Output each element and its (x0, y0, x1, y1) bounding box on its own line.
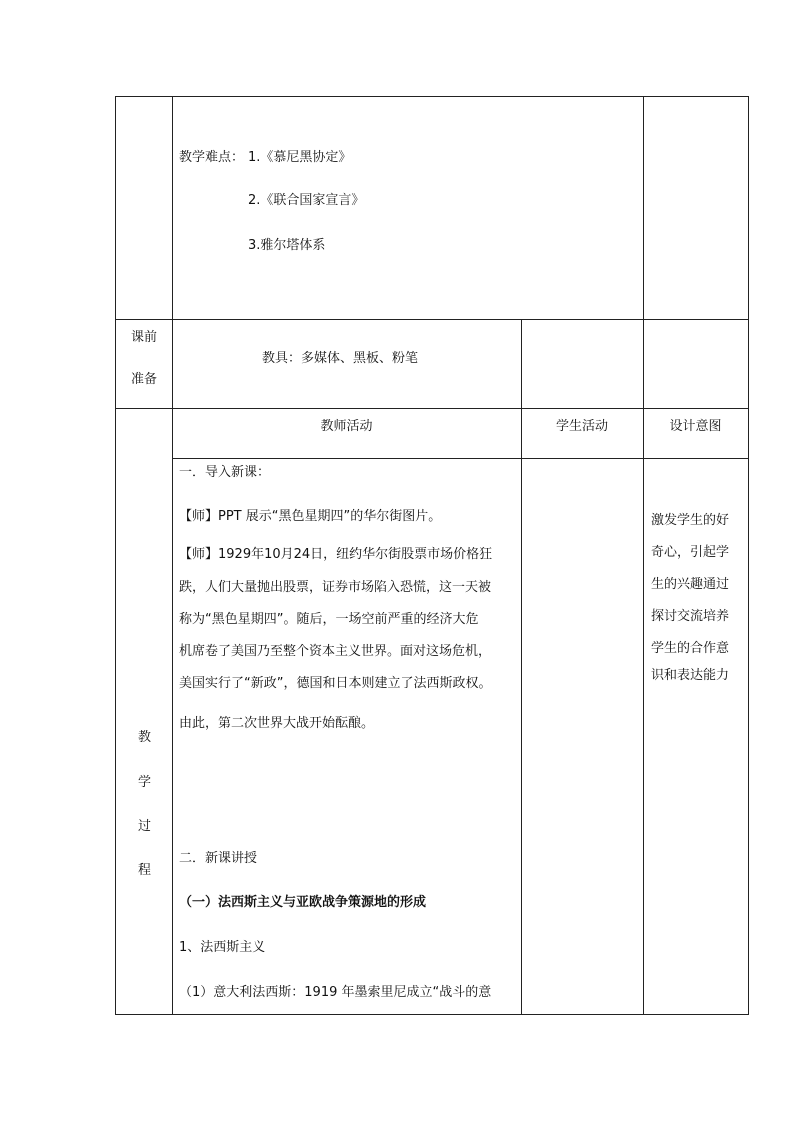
design-intent-line-3: 生的兴趣通过 (651, 577, 730, 592)
difficulty-label: 教学难点： (179, 150, 245, 165)
item-1-1: （1）意大利法西斯：1919 年墨索里尼成立“战斗的意 (179, 985, 492, 1000)
prep-label-line2: 准备 (131, 372, 158, 387)
subsection-1-heading: （一）法西斯主义与亚欧战争策源地的形成 (179, 895, 427, 910)
design-intent-line-2: 奇心，引起学 (651, 545, 730, 560)
prep-tools: 教具：多媒体、黑板、粉笔 (262, 351, 419, 366)
teacher-para-1: 【师】PPT 展示“黑色星期四”的华尔街图片。 (179, 509, 442, 524)
table-border-left (115, 96, 116, 1015)
process-label-char-1: 教 (138, 730, 152, 745)
difficulty-item-1: 1.《慕尼黑协定》 (248, 150, 352, 165)
prep-label-line1: 课前 (131, 330, 158, 345)
teacher-para-2-line-5: 美国实行了“新政”，德国和日本则建立了法西斯政权。 (179, 676, 492, 691)
process-label-char-2: 学 (138, 775, 152, 790)
table-border-bottom (115, 1014, 749, 1015)
table-divider-header-bottom (172, 458, 749, 459)
header-teacher-activity: 教师活动 (320, 419, 373, 434)
table-divider-student-col (643, 96, 644, 1015)
design-intent-line-6: 识和表达能力 (651, 668, 730, 683)
teacher-para-2-line-3: 称为“黑色星期四”。随后，一场空前严重的经济大危 (179, 612, 479, 627)
table-divider-prep-top (115, 319, 749, 320)
process-label-char-3: 过 (138, 819, 152, 834)
header-student-activity: 学生活动 (555, 419, 608, 434)
teacher-para-2-line-4: 机席卷了美国乃至整个资本主义世界。面对这场危机， (179, 644, 492, 659)
table-border-top (115, 96, 749, 97)
item-1: 1、法西斯主义 (179, 940, 266, 955)
difficulty-item-2: 2.《联合国家宣言》 (248, 193, 365, 208)
design-intent-line-4: 探讨交流培养 (651, 609, 730, 624)
header-design-intent: 设计意图 (669, 419, 722, 434)
teacher-para-3: 由此，第二次世界大战开始酝酿。 (179, 716, 375, 731)
process-label-char-4: 程 (138, 863, 152, 878)
new-lesson-heading: 二．新课讲授 (179, 851, 258, 866)
teacher-para-2-line-2: 跌，人们大量抛出股票，证券市场陷入恐慌，这一天被 (179, 580, 492, 595)
intro-heading: 一．导入新课： (179, 465, 271, 480)
teacher-para-2-line-1: 【师】1929年10月24日，纽约华尔街股票市场价格狂 (179, 547, 493, 562)
table-border-right (748, 96, 749, 1015)
table-divider-label-col (172, 96, 173, 1015)
table-divider-process-top (115, 408, 749, 409)
design-intent-line-1: 激发学生的好 (651, 513, 730, 528)
difficulty-item-3: 3.雅尔塔体系 (248, 238, 326, 253)
design-intent-line-5: 学生的合作意 (651, 641, 730, 656)
